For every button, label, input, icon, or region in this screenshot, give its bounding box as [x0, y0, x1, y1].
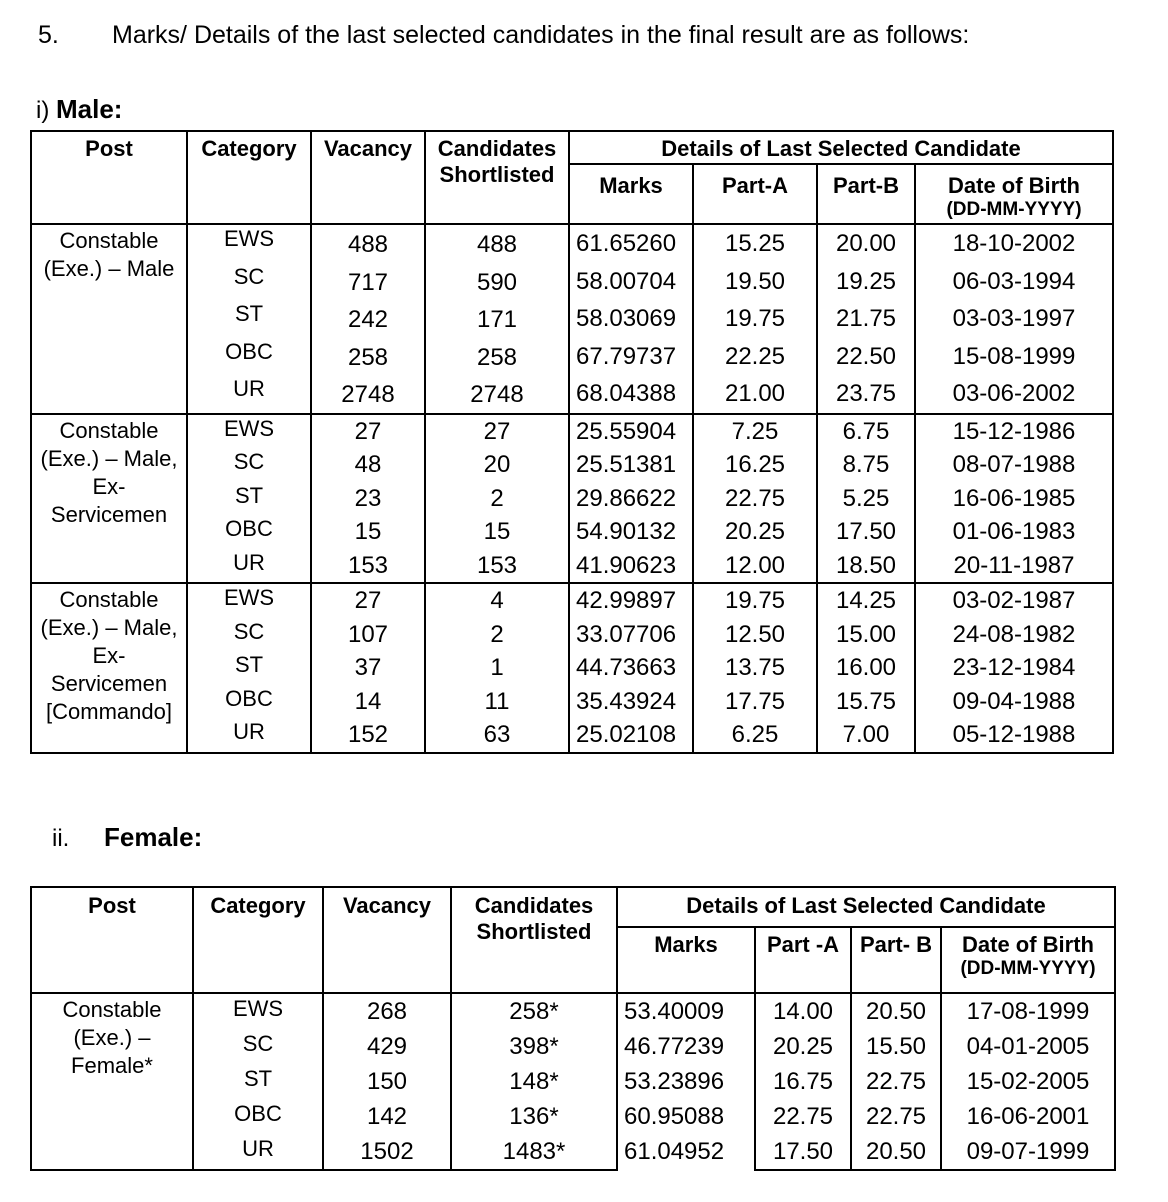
dob-value: 16-06-1985 — [952, 484, 1076, 512]
header-category: Category — [193, 887, 323, 993]
vacancy-value: 153 — [347, 551, 389, 579]
dob-value: 08-07-1988 — [952, 451, 1076, 478]
part-a-value: 15.25 — [724, 230, 786, 257]
dob-value: 20-11-1987 — [953, 551, 1075, 579]
header-part-b: Part- B — [851, 927, 941, 993]
post-cell — [31, 414, 187, 584]
category-value: SC — [242, 1031, 274, 1056]
post-line: Servicemen — [50, 501, 168, 527]
category-value: ST — [234, 301, 264, 326]
category-value: OBC — [225, 516, 273, 541]
dob-value: 09-07-1999 — [966, 1138, 1090, 1165]
vacancy-value: 242 — [347, 306, 389, 333]
post-line: [Commando] — [46, 699, 172, 724]
dob-value: 03-06-2002 — [952, 380, 1076, 407]
vacancy-value: 1502 — [360, 1138, 414, 1165]
marks-value: 44.73663 — [576, 654, 677, 681]
dob-cell — [915, 414, 1113, 584]
marks-value: 42.99897 — [576, 587, 677, 614]
part-a-value: 19.75 — [724, 305, 786, 332]
male-label: Male: — [56, 94, 123, 124]
marks-value: 54.90132 — [576, 518, 677, 545]
category-value: UR — [233, 719, 265, 744]
dob-value: 04-01-2005 — [966, 1033, 1090, 1060]
dob-value: 03-03-1997 — [952, 305, 1076, 332]
dob-value: 15-12-1986 — [952, 417, 1076, 445]
marks-value: 68.04388 — [576, 380, 677, 407]
marks-value: 61.65260 — [576, 230, 677, 257]
part-a-value: 17.75 — [724, 687, 786, 715]
shortlisted-value: 488 — [476, 231, 518, 258]
shortlisted-cell — [425, 224, 569, 414]
category-value: EWS — [223, 226, 275, 251]
shortlisted-cell — [425, 414, 569, 584]
vacancy-cell — [311, 224, 425, 414]
part-a-value: 19.75 — [724, 587, 786, 614]
part-b-value: 20.50 — [865, 1138, 927, 1165]
post-line: (Exe.) – Male, — [40, 445, 178, 471]
post-cell — [31, 993, 193, 1170]
part-b-value: 17.50 — [835, 518, 897, 545]
header-vacancy: Vacancy — [323, 887, 451, 993]
marks-cell — [569, 224, 693, 414]
part-b-value: 22.75 — [865, 1103, 927, 1130]
post-line: Ex- — [92, 473, 126, 499]
dob-value: 03-02-1987 — [952, 587, 1076, 614]
header-marks: Marks — [617, 927, 755, 993]
marks-value: 25.55904 — [576, 417, 677, 445]
part-b-value: 22.50 — [835, 342, 897, 370]
marks-value: 29.86622 — [576, 484, 677, 512]
part-a-value: 7.25 — [731, 417, 779, 445]
part-b-value: 5.25 — [842, 484, 890, 512]
part-b-value: 22.75 — [865, 1068, 927, 1095]
part-b-value: 18.50 — [835, 551, 897, 579]
header-details: Details of Last Selected Candidate — [569, 131, 1113, 164]
part-b-value: 7.00 — [842, 721, 890, 748]
header-part-a: Part-A — [693, 164, 817, 224]
section-title: Marks/ Details of the last selected candidates in the final result are as follows: — [112, 21, 970, 49]
part-a-value: 17.50 — [772, 1138, 834, 1165]
category-value: EWS — [232, 996, 284, 1021]
vacancy-value: 152 — [347, 721, 389, 748]
shortlisted-value: 153 — [476, 551, 518, 579]
male-prefix: i) — [36, 97, 50, 124]
part-b-value: 16.00 — [835, 654, 897, 681]
category-value: SC — [233, 263, 265, 289]
male-results-table — [30, 130, 1114, 754]
vacancy-value: 488 — [347, 231, 389, 258]
dob-value: 01-06-1983 — [952, 518, 1076, 545]
header-candidates-shortlisted — [425, 131, 569, 224]
header-candidates-line1: Candidates — [437, 136, 557, 161]
part-a-value: 19.50 — [724, 267, 786, 295]
male-group-3 — [31, 583, 1113, 753]
part-b-cell — [817, 224, 915, 414]
post-line: Female* — [71, 1053, 153, 1078]
marks-value: 58.03069 — [576, 305, 677, 332]
dob-value: 15-08-1999 — [952, 342, 1076, 370]
header-candidates-line2: Shortlisted — [476, 919, 592, 944]
header-dob — [915, 164, 1113, 224]
part-a-value: 22.75 — [772, 1103, 834, 1130]
marks-value: 61.04952 — [624, 1138, 725, 1165]
post-cell — [31, 583, 187, 753]
vacancy-cell — [311, 583, 425, 753]
part-b-value: 15.50 — [865, 1033, 927, 1060]
header-candidates-line2: Shortlisted — [439, 162, 555, 187]
part-a-value: 13.75 — [724, 654, 786, 681]
vacancy-value: 48 — [354, 451, 382, 478]
shortlisted-value: 15 — [483, 518, 511, 545]
post-line: (Exe.) – Male — [43, 256, 175, 281]
female-group-1 — [31, 993, 1115, 1170]
part-b-cell — [817, 583, 915, 753]
marks-value: 41.90623 — [576, 551, 677, 579]
vacancy-value: 268 — [366, 998, 408, 1025]
part-a-value: 12.50 — [724, 620, 786, 648]
header-dob-format: (DD-MM-YYYY) — [946, 199, 1082, 220]
vacancy-value: 717 — [347, 268, 389, 296]
marks-value: 25.02108 — [576, 721, 677, 748]
header-part-b: Part-B — [817, 164, 915, 224]
female-results-table — [30, 886, 1116, 1171]
part-b-cell — [851, 993, 941, 1170]
male-group-1 — [31, 224, 1113, 414]
part-a-cell — [693, 414, 817, 584]
shortlisted-value: 171 — [476, 306, 518, 333]
vacancy-value: 15 — [354, 518, 382, 545]
dob-value: 05-12-1988 — [952, 721, 1076, 748]
marks-cell — [569, 414, 693, 584]
marks-value: 46.77239 — [624, 1033, 725, 1060]
part-a-cell — [693, 583, 817, 753]
shortlisted-value: 4 — [490, 587, 504, 614]
post-line: Ex- — [92, 643, 126, 668]
shortlisted-value: 258* — [509, 998, 559, 1025]
post-line: (Exe.) – — [73, 1025, 151, 1050]
part-a-value: 16.25 — [724, 451, 786, 478]
shortlisted-cell — [425, 583, 569, 753]
part-a-value: 21.00 — [724, 380, 786, 407]
part-b-value: 19.25 — [835, 267, 897, 295]
part-b-value: 6.75 — [842, 417, 890, 445]
dob-cell — [915, 224, 1113, 414]
category-value: UR — [233, 549, 265, 575]
category-value: OBC — [225, 338, 273, 364]
female-heading — [52, 822, 202, 854]
vacancy-value: 429 — [366, 1033, 408, 1060]
dob-cell — [915, 583, 1113, 753]
part-a-value: 12.00 — [724, 551, 786, 579]
dob-value: 09-04-1988 — [952, 687, 1076, 715]
header-part-a: Part -A — [755, 927, 851, 993]
part-b-value: 14.25 — [835, 587, 897, 614]
part-b-value: 23.75 — [835, 380, 897, 407]
dob-cell — [941, 993, 1115, 1170]
part-a-cell — [693, 224, 817, 414]
marks-value: 53.40009 — [624, 998, 725, 1025]
dob-value: 17-08-1999 — [966, 998, 1090, 1025]
post-line: Servicemen — [50, 671, 168, 696]
shortlisted-value: 136* — [509, 1103, 559, 1130]
category-value: ST — [234, 482, 264, 508]
female-label: Female: — [104, 822, 203, 852]
dob-value: 16-06-2001 — [966, 1103, 1090, 1130]
category-value: EWS — [223, 415, 275, 441]
part-b-value: 15.00 — [835, 620, 897, 648]
vacancy-value: 107 — [347, 620, 389, 648]
shortlisted-value: 1 — [490, 654, 504, 681]
part-a-value: 22.25 — [724, 342, 786, 370]
marks-value: 33.07706 — [576, 620, 677, 648]
shortlisted-value: 258 — [476, 343, 518, 371]
shortlisted-value: 63 — [483, 721, 511, 748]
post-line: Constable — [62, 997, 162, 1022]
post-line: Constable — [59, 228, 159, 253]
header-post: Post — [31, 887, 193, 993]
section-number: 5. — [38, 21, 59, 49]
marks-cell — [569, 583, 693, 753]
category-value: SC — [233, 449, 265, 474]
vacancy-value: 142 — [366, 1103, 408, 1130]
part-a-value: 14.00 — [772, 998, 834, 1025]
header-candidates-line1: Candidates — [474, 893, 594, 918]
part-b-value: 20.00 — [835, 230, 897, 257]
category-cell — [187, 224, 311, 414]
shortlisted-value: 11 — [484, 687, 510, 715]
post-line: (Exe.) – Male, — [40, 615, 178, 640]
vacancy-value: 37 — [354, 654, 382, 681]
dob-value: 06-03-1994 — [952, 267, 1076, 295]
marks-value: 25.51381 — [576, 451, 677, 478]
part-a-value: 22.75 — [724, 484, 786, 512]
female-header-row — [31, 887, 1115, 927]
post-line: Constable — [59, 587, 159, 612]
post-cell — [31, 224, 187, 414]
shortlisted-value: 398* — [509, 1033, 559, 1060]
shortlisted-cell — [451, 993, 617, 1170]
header-post: Post — [31, 131, 187, 224]
vacancy-cell — [323, 993, 451, 1170]
shortlisted-value: 2 — [490, 620, 504, 648]
part-a-value: 20.25 — [724, 518, 786, 545]
shortlisted-value: 27 — [483, 417, 511, 445]
marks-value: 60.95088 — [624, 1103, 725, 1130]
vacancy-value: 2748 — [341, 381, 395, 408]
part-b-value: 21.75 — [835, 305, 897, 332]
vacancy-value: 14 — [354, 687, 382, 715]
part-a-value: 20.25 — [772, 1033, 834, 1060]
category-value: OBC — [234, 1101, 282, 1126]
header-dob-label: Date of Birth — [962, 932, 1094, 957]
dob-value: 23-12-1984 — [952, 654, 1076, 681]
header-candidates-shortlisted — [451, 887, 617, 993]
vacancy-value: 150 — [366, 1068, 408, 1095]
part-b-value: 8.75 — [842, 451, 890, 478]
part-a-value: 6.25 — [731, 721, 779, 748]
part-b-cell — [817, 414, 915, 584]
male-group-2 — [31, 414, 1113, 584]
marks-value: 53.23896 — [624, 1068, 725, 1095]
header-dob — [941, 927, 1115, 993]
shortlisted-value: 590 — [476, 268, 518, 296]
dob-value: 15-02-2005 — [966, 1068, 1090, 1095]
female-prefix: ii. — [52, 825, 70, 852]
category-cell — [187, 414, 311, 584]
male-heading — [36, 94, 122, 126]
header-category: Category — [187, 131, 311, 224]
vacancy-value: 27 — [354, 587, 382, 614]
part-b-value: 20.50 — [865, 998, 927, 1025]
header-details: Details of Last Selected Candidate — [617, 887, 1115, 927]
header-dob-label: Date of Birth — [948, 173, 1080, 198]
category-value: ST — [243, 1066, 273, 1091]
category-value: EWS — [223, 585, 275, 610]
marks-value: 58.00704 — [576, 267, 677, 295]
part-b-value: 15.75 — [835, 687, 897, 715]
vacancy-value: 27 — [354, 417, 382, 445]
shortlisted-value: 2 — [490, 484, 504, 512]
category-value: UR — [233, 376, 265, 401]
header-vacancy: Vacancy — [311, 131, 425, 224]
shortlisted-value: 1483* — [502, 1138, 566, 1165]
shortlisted-value: 2748 — [470, 381, 524, 408]
marks-value: 35.43924 — [576, 687, 677, 715]
vacancy-value: 258 — [347, 343, 389, 371]
marks-value: 67.79737 — [576, 342, 677, 370]
shortlisted-value: 20 — [483, 451, 511, 478]
male-header-row — [31, 131, 1113, 164]
category-value: ST — [234, 652, 264, 677]
marks-cell — [617, 993, 755, 1170]
shortlisted-value: 148* — [509, 1068, 559, 1095]
vacancy-cell — [311, 414, 425, 584]
category-cell — [193, 993, 323, 1170]
category-value: OBC — [225, 685, 273, 711]
part-a-cell — [755, 993, 851, 1170]
dob-value: 24-08-1982 — [952, 620, 1076, 648]
header-marks: Marks — [569, 164, 693, 224]
category-value: SC — [233, 618, 265, 644]
post-line: Constable — [59, 417, 159, 443]
vacancy-value: 23 — [354, 484, 382, 512]
category-cell — [187, 583, 311, 753]
dob-value: 18-10-2002 — [952, 230, 1076, 257]
header-dob-format: (DD-MM-YYYY) — [960, 958, 1096, 979]
part-a-value: 16.75 — [772, 1068, 834, 1095]
category-value: UR — [242, 1136, 274, 1161]
